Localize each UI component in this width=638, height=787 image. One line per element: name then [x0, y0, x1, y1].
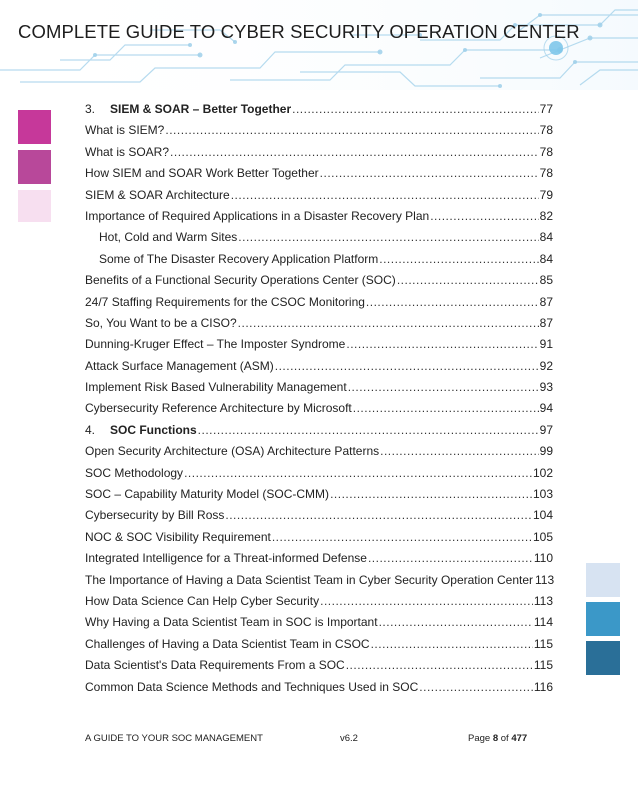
dot-leader: [292, 102, 539, 116]
toc-page-number: 84: [539, 230, 553, 245]
toc-page-number: 85: [539, 273, 553, 288]
toc-entry-title: [85, 359, 274, 373]
toc-entry-text: The Importance of Having a Data Scientist Team in Cyber Security Operation Center: [85, 572, 533, 587]
toc-entry-title: [85, 658, 345, 672]
toc-entry[interactable]: [85, 230, 553, 251]
toc-entry-title: [85, 615, 378, 629]
toc-page-number: 113: [533, 593, 553, 608]
toc-page-number: 78: [539, 166, 553, 181]
total-pages: 477: [511, 733, 528, 744]
toc-entry-text: Cybersecurity Reference Architecture by Microsoft: [85, 401, 352, 416]
toc-entry-title: [85, 680, 418, 694]
toc-page-number: 99: [539, 444, 553, 459]
toc-entry-text: SOC – Capability Maturity Model (SOC-CMM): [85, 487, 330, 502]
toc-entry[interactable]: [85, 337, 553, 358]
toc-page-number: 114: [533, 615, 553, 630]
toc-entry[interactable]: [85, 252, 553, 273]
toc-entry-text: Attack Surface Management (ASM): [85, 358, 274, 373]
toc-entry-text: NOC & SOC Visibility Requirement: [85, 529, 271, 544]
toc-page-number: 115: [533, 658, 553, 673]
dot-leader: [275, 359, 539, 373]
toc-entry-title: [85, 573, 533, 587]
toc-entry-title: [85, 594, 319, 608]
toc-entry[interactable]: [85, 359, 553, 380]
page-label: Page: [468, 733, 491, 744]
toc-entry-title: [85, 123, 164, 137]
toc-entry-title: [85, 551, 367, 565]
toc-page-number: 104: [532, 508, 553, 523]
toc-entry[interactable]: [85, 573, 553, 594]
toc-entry-text: What is SIEM?: [85, 123, 165, 138]
toc-page-number: 97: [539, 422, 553, 437]
toc-entry-text: Open Security Architecture (OSA) Architecture Patterns: [85, 444, 380, 459]
toc-page-number: 84: [539, 251, 553, 266]
dot-leader: [379, 252, 538, 266]
toc-entry-text: Some of The Disaster Recovery Application Platform: [99, 251, 379, 266]
toc-entry[interactable]: [85, 551, 553, 572]
toc-page-number: 78: [539, 144, 553, 159]
dot-leader: [397, 273, 539, 287]
current-page: 8: [492, 733, 499, 744]
toc-entry-title: [99, 230, 237, 244]
toc-entry[interactable]: [85, 658, 553, 679]
toc-entry[interactable]: [85, 316, 553, 337]
toc-entry-text: Integrated Intelligence for a Threat-informed Defense: [85, 551, 367, 566]
dot-leader: [371, 637, 533, 651]
document-title: COMPLETE GUIDE TO CYBER SECURITY OPERATION CENTER: [18, 21, 580, 42]
toc-entry-text: How Data Science Can Help Cyber Security: [85, 593, 320, 608]
toc-entry[interactable]: [85, 466, 553, 487]
toc-entry-text: Challenges of Having a Data Scientist Team in CSOC: [85, 636, 370, 651]
left-square-pink: [18, 150, 51, 184]
footer-left-text: A GUIDE TO YOUR SOC MANAGEMENT: [85, 733, 263, 744]
toc-entry-title: [85, 401, 352, 415]
toc-entry[interactable]: [85, 637, 553, 658]
dot-leader: [231, 188, 539, 202]
toc-entry[interactable]: [85, 444, 553, 465]
dot-leader: [272, 530, 532, 544]
dot-leader: [379, 615, 533, 629]
dot-leader: [225, 508, 532, 522]
toc-page-number: 91: [539, 337, 553, 352]
toc-entry[interactable]: [85, 273, 553, 294]
dot-leader: [380, 444, 539, 458]
toc-entry[interactable]: [85, 380, 553, 401]
left-square-magenta: [18, 110, 51, 144]
toc-entry-text: Why Having a Data Scientist Team in SOC is Important: [85, 615, 378, 630]
toc-entry-text: SIEM & SOAR – Better Together: [110, 102, 292, 116]
toc-page-number: 113: [535, 572, 555, 587]
toc-page-number: 82: [539, 208, 553, 223]
toc-page-number: 77: [539, 102, 553, 116]
toc-entry-title: [99, 252, 378, 266]
dot-leader: [165, 123, 538, 137]
footer-page-number: [468, 733, 527, 744]
toc-entry[interactable]: [85, 102, 553, 123]
dot-leader: [353, 401, 539, 415]
left-square-light-pink: [18, 190, 51, 222]
toc-entry[interactable]: [85, 423, 553, 444]
right-square-dark-blue: [586, 641, 620, 675]
toc-entry-text: SIEM & SOAR Architecture: [85, 187, 230, 202]
toc-entry-text: Hot, Cold and Warm Sites: [99, 230, 238, 245]
right-square-light-blue: [586, 563, 620, 597]
toc-page-number: 102: [532, 465, 553, 480]
dot-leader: [198, 423, 539, 437]
toc-entry[interactable]: [85, 530, 553, 551]
toc-entry-title: [85, 487, 329, 501]
dot-leader: [366, 295, 539, 309]
toc-entry[interactable]: [85, 295, 553, 316]
toc-page-number: 115: [533, 636, 553, 651]
toc-section-number: 3.: [85, 102, 96, 116]
toc-entry-title: [85, 166, 319, 180]
toc-entry-text: Benefits of a Functional Security Operations Center (SOC): [85, 273, 396, 288]
toc-entry-text: 24/7 Staffing Requirements for the CSOC Monitoring: [85, 294, 365, 309]
dot-leader: [238, 316, 539, 330]
toc-entry-text: So, You Want to be a CISO?: [85, 315, 237, 330]
dot-leader: [368, 551, 533, 565]
toc-entry[interactable]: [85, 123, 553, 144]
toc-entry-text: Data Scientist's Data Requirements From a SOC: [85, 658, 345, 673]
toc-entry-title: [85, 188, 230, 202]
toc-entry-title: [85, 337, 345, 351]
toc-page-number: 79: [539, 187, 553, 202]
dot-leader: [348, 380, 539, 394]
toc-entry-text: Cybersecurity by Bill Ross: [85, 508, 225, 523]
toc-page-number: 78: [539, 123, 553, 138]
toc-entry-text: SOC Methodology: [85, 465, 184, 480]
toc-entry[interactable]: [85, 615, 553, 636]
toc-entry[interactable]: [85, 508, 553, 529]
toc-entry-title: [85, 380, 347, 394]
toc-entry-title: [85, 466, 183, 480]
toc-entry-title: [85, 145, 169, 159]
dot-leader: [419, 680, 533, 694]
footer-version: v6.2: [340, 733, 358, 744]
toc-entry[interactable]: [85, 487, 553, 508]
toc-entry-text: Implement Risk Based Vulnerability Management: [85, 380, 347, 395]
toc-entry-text: How SIEM and SOAR Work Better Together: [85, 166, 319, 181]
circuit-pattern-graphic: [0, 0, 638, 90]
toc-entry-text: SOC Functions: [110, 422, 197, 437]
toc-entry[interactable]: [85, 209, 553, 230]
toc-page-number: 105: [532, 529, 553, 544]
toc-entry-text: Dunning-Kruger Effect – The Imposter Syndrome: [85, 337, 346, 352]
toc-entry[interactable]: [85, 401, 553, 422]
toc-page-number: 116: [533, 679, 553, 694]
toc-page-number: 93: [539, 380, 553, 395]
toc-entry-title: [85, 637, 370, 651]
toc-page-number: 87: [539, 294, 553, 309]
dot-leader: [330, 487, 532, 501]
toc-page-number: 87: [539, 315, 553, 330]
toc-page-number: 92: [539, 358, 553, 373]
toc-page-number: 110: [533, 551, 553, 566]
toc-entry[interactable]: [85, 594, 553, 615]
toc-entry-title: [85, 508, 224, 522]
page-of-label: of: [500, 733, 509, 744]
toc-entry-title: [85, 209, 429, 223]
toc-entry-title: [85, 102, 291, 116]
page-header: [0, 0, 638, 90]
toc-entry[interactable]: [85, 680, 553, 701]
toc-entry-text: What is SOAR?: [85, 144, 170, 159]
right-square-blue: [586, 602, 620, 636]
dot-leader: [346, 658, 533, 672]
toc-entry-text: Common Data Science Methods and Techniques Used in SOC: [85, 679, 419, 694]
toc-entry-title: [85, 444, 379, 458]
toc-section-number: 4.: [85, 422, 96, 437]
dot-leader: [320, 166, 539, 180]
toc-entry-title: [85, 316, 237, 330]
dot-leader: [238, 230, 538, 244]
toc-page-number: 103: [532, 487, 553, 502]
toc-entry[interactable]: [85, 145, 553, 166]
toc-entry[interactable]: [85, 166, 553, 187]
toc-entry-title: [85, 295, 365, 309]
toc-entry-text: Importance of Required Applications in a Disaster Recovery Plan: [85, 208, 430, 223]
toc-entry[interactable]: [85, 188, 553, 209]
table-of-contents: [85, 102, 553, 701]
dot-leader: [430, 209, 538, 223]
toc-entry-title: [85, 423, 197, 437]
dot-leader: [346, 337, 538, 351]
toc-entry-title: [85, 273, 396, 287]
toc-entry-title: [85, 530, 271, 544]
toc-page-number: 94: [539, 401, 553, 416]
dot-leader: [170, 145, 539, 159]
dot-leader: [320, 594, 533, 608]
dot-leader: [184, 466, 532, 480]
